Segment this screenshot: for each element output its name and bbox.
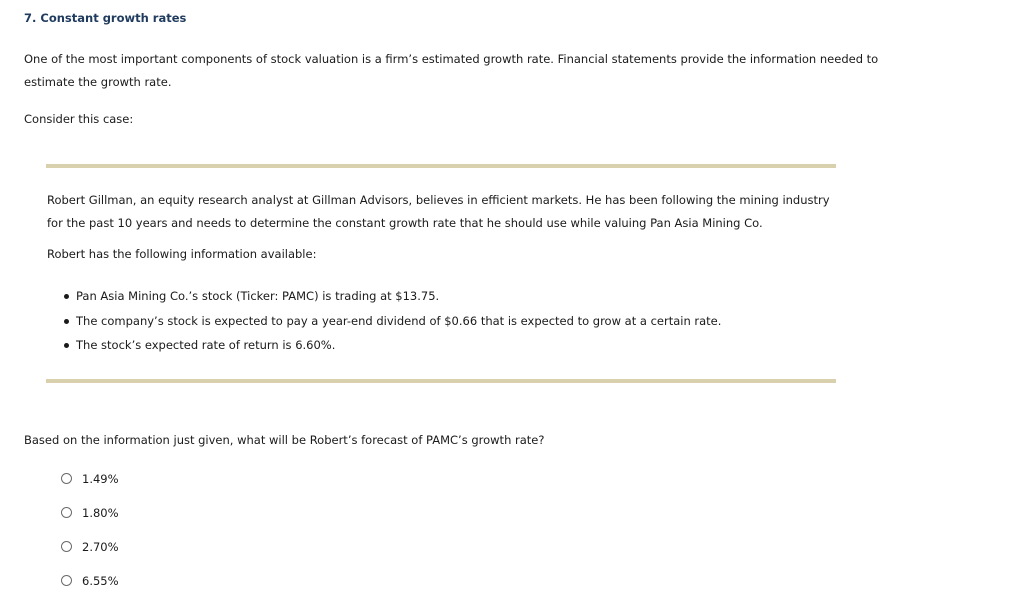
radio-button[interactable] <box>61 541 72 552</box>
case-divider-bottom <box>46 379 836 383</box>
question-prompt: Based on the information just given, what will be Robert’s forecast of PAMC’s growth rate? <box>24 433 545 447</box>
info-item: The company’s stock is expected to pay a year-end dividend of $0.66 that is expected to grow at a certain rate. <box>62 312 721 337</box>
option-label: 6.55% <box>82 574 119 588</box>
bullet-icon <box>64 294 69 299</box>
bullet-icon <box>64 343 69 348</box>
option-label: 2.70% <box>82 540 119 554</box>
option-label: 1.80% <box>82 506 119 520</box>
info-list <box>62 287 721 361</box>
question-title: 7. Constant growth rates <box>24 11 187 25</box>
info-item: Pan Asia Mining Co.’s stock (Ticker: PAMC) is trading at $13.75. <box>62 287 721 312</box>
consider-label: Consider this case: <box>24 112 134 126</box>
case-text: Robert Gillman, an equity research analyst at Gillman Advisors, believes in efficient markets. He has been following the mining industry for the past 10 years and needs to determine the constant growth rate that he should use while valuing Pan Asia Mining Co. <box>47 193 830 230</box>
bullet-icon <box>64 319 69 324</box>
info-intro: Robert has the following information available: <box>47 247 317 261</box>
radio-button[interactable] <box>61 507 72 518</box>
info-item: The stock’s expected rate of return is 6.60%. <box>62 336 721 361</box>
radio-button[interactable] <box>61 473 72 484</box>
case-divider-top <box>46 164 836 168</box>
intro-text: One of the most important components of stock valuation is a firm’s estimated growth rate. Financial statements provide the information needed to estimate the growth rate. <box>24 52 879 89</box>
radio-button[interactable] <box>61 575 72 586</box>
option-label: 1.49% <box>82 472 119 486</box>
